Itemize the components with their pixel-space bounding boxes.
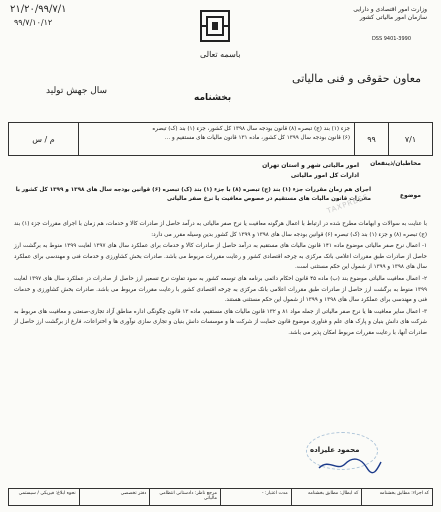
ministry-name: وزارت امور اقتصادی و دارایی <box>353 6 427 13</box>
addressees-label: مخاطبان/ذینفعان <box>370 160 421 167</box>
addressee-tehran: امور مالیاتی شهر و استان تهران <box>262 162 359 169</box>
subject-text: اجرای هم زمان مقررات جزء (۱) بند (ج) تبصره (۸) با جزء (۱) بند (ک) تبصره (۶) قوانین بودجه سال های ۱۳۹۸ و ۱۳۹۹ کل کشور با مقررات قانون مالیات های مستقیم در خصوص معافیت یا نرخ صفر مالیاتی <box>15 187 371 202</box>
issuing-deputy: معاون حقوقی و فنی مالیاتی <box>292 72 421 85</box>
organization-name: سازمان امور مالیاتی کشور <box>359 14 427 21</box>
footer-office: دفتر تخصصی <box>79 489 150 505</box>
subject-label: موضوع <box>399 192 421 199</box>
body-paragraph-3: ۳- اعمال سایر معافیت ها یا نرخ صفر مالیاتی از جمله مواد ۸۱ و ۱۳۲ قانون مالیات های مستقیم، ماده ۱۳ قانون چگونگی اداره مناطق آزاد تجاری-صنعتی و معافیت های مربوط به شرکت های دانش بنیان و پارک های علم و فناوری موضوع قانون حمایت از شرکت ها و موسسات دانش بنیان و تجاری سازی نوآوری ها و اختراعات، فارغ از برگشت ارز حاصل از صادرات آنها، با رعایت مقررات مربوط امکان پذیر می باشد. <box>14 308 428 336</box>
tax-organization-logo-icon <box>198 8 232 44</box>
header-table <box>8 122 433 156</box>
signatory-name: محمود علیزاده <box>310 446 360 454</box>
body-paragraph-2: ۲- اعمال معافیت مالیاتی موضوع بند (ب) ماده ۴۵ قانون احکام دائمی برنامه های توسعه کشور به سود تفاوت نرخ تسعیر ارز حاصل از صادرات در عملکرد سال های ۱۳۹۷ لغایت ۱۳۹۹ منوط به برگشت ارز حاصل از صادرات طبق مقررات اعلامی بانک مرکزی به چرخه اقتصادی کشور با رعایت مقررات مربوط می باشد. صادرات بخش کشاورزی و خدمات فنی و مهندسی برای عملکرد سال های ۱۳۹۸ و ۱۳۹۹ از شمول این حکم مستثنی هستند. <box>14 275 427 304</box>
circular-number: ۷/۱ <box>388 123 432 155</box>
ministry-header <box>257 6 427 22</box>
footer-supervisor: مرجع ناظر: دادستانی انتظامی مالیاتی <box>149 489 220 505</box>
footer-delivery-method: نحوه ابلاغ: فیزیکی / سیستمی <box>18 491 76 496</box>
header-reference: م / س <box>32 134 55 144</box>
document-title: بخشنامه <box>194 93 232 103</box>
body-intro: با عنایت به سوالات و ابهامات مطرح شده در ارتباط با اعمال هرگونه معافیت یا نرخ صفر مالیاتی به درآمد حاصل از صادرات کالا و خدمات، هم زمان با اجرای مقررات جزء (۱) بند (ج) تبصره (۸) و جزء (۱) بند (ک) تبصره (۶) قوانین بودجه سال های ۱۳۹۸ و ۱۳۹۹ کل کشور بدین وسیله مقرر می دارد: <box>14 221 427 238</box>
header-subject: جزء (۱) بند (ج) تبصره (۸) قانون بودجه سال ۱۳۹۸ کل کشور، جزء (۱) بند (ک) تبصره (۶) قانون بودجه سال ۱۳۹۹ کل کشور، ماده ۱۳۱ قانون مالیات های مستقیم و ... <box>78 123 354 155</box>
bismillah: باسمه تعالی <box>200 50 241 59</box>
year-slogan: سال جهش تولید <box>46 86 108 96</box>
circular-body <box>14 219 427 340</box>
watermark: TAXPRESS <box>325 192 370 216</box>
handwritten-number: ۲۱/۲۰/۹۹/۷/۱ <box>10 4 67 15</box>
footer-table <box>8 488 433 506</box>
signature-icon <box>315 456 385 474</box>
handwritten-date: ۹۹/۷/۱۰/۱۲ <box>14 18 53 27</box>
footer-revocation-code: کد ابطال: مطابق بخشنامه <box>291 489 362 505</box>
body-paragraph-1: ۱- اعمال نرخ صفر مالیاتی موضوع ماده ۱۴۱ قانون مالیات های مستقیم به درآمد حاصل از صادرات کالا و خدمات برای عملکرد سال های ۱۳۹۷ لغایت ۱۳۹۹ منوط به برگشت ارز حاصل از صادرات طبق مقررات اعلامی بانک مرکزی به چرخه اقتصادی کشور و رعایت مقررات مربوط می باشد. صادرات بخش کشاورزی و خدمات فنی و مهندسی برای عملکرد سال های ۱۳۹۸ و ۱۳۹۹ از شمول این حکم مستثنی است. <box>14 243 427 271</box>
addressee-general-offices: ادارات کل امور مالیاتی <box>290 172 359 179</box>
circular-year: ۹۹ <box>354 123 388 155</box>
document-code: DSS 9401-3990 <box>371 36 411 42</box>
footer-execution-code: کد اجراء: مطابق بخشنامه <box>361 489 432 505</box>
footer-validity: مدت اعتبار: - <box>220 489 291 505</box>
